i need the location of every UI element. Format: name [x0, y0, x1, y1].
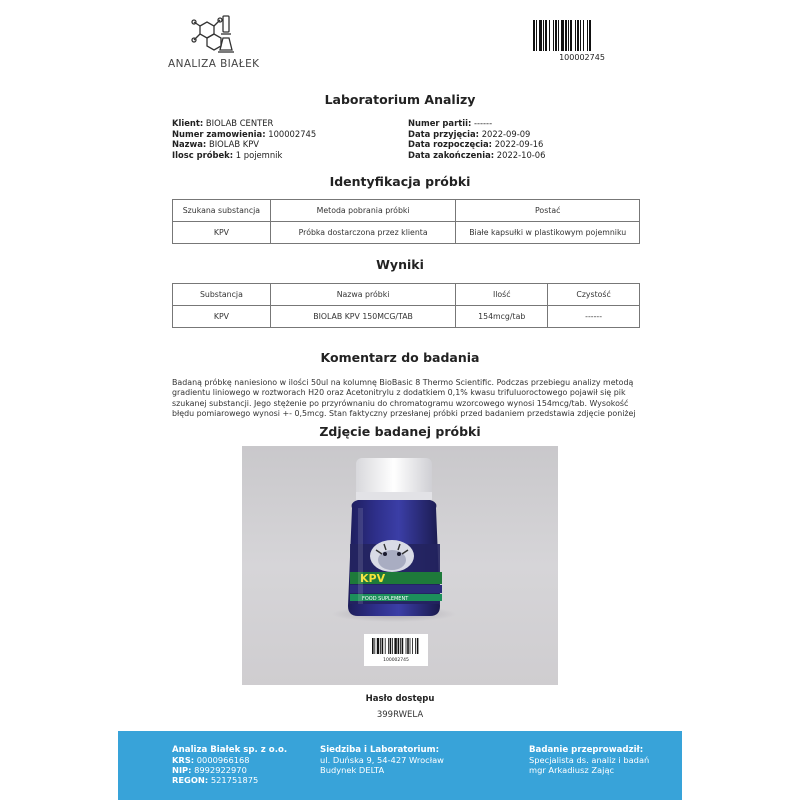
info-row: Data rozpoczęcia: 2022-09-16	[408, 139, 544, 150]
office-heading: Siedziba i Laboratorium:	[320, 745, 440, 755]
table-header-row	[173, 200, 640, 222]
sticker-barcode-bar	[380, 638, 381, 654]
sticker-barcode-bar	[400, 638, 401, 654]
info-row: Numer partii: ------	[408, 118, 493, 128]
footer-company	[172, 745, 287, 785]
client-info-left	[172, 118, 316, 160]
comment-line: gradientu liniowego w roztworach H20 oraz Acetonitrylu z dodatkiem 0,1% kwasu trifuluoroctowego pojawił się pik	[172, 388, 626, 398]
footer-conducted	[529, 745, 649, 775]
bottle-label-text: KPV	[360, 572, 386, 585]
table-header-cell: Substancja	[173, 284, 271, 306]
sample-photo	[242, 446, 558, 685]
table-header-cell: Postać	[456, 200, 640, 222]
table-cell: Białe kapsułki w plastikowym pojemniku	[456, 222, 640, 244]
info-row: Klient: BIOLAB CENTER	[172, 118, 274, 128]
table-cell: ------	[548, 306, 640, 328]
client-info-right	[408, 118, 545, 160]
sticker-barcode-bar	[394, 638, 396, 654]
results-table	[172, 283, 640, 328]
sticker-barcode-bar	[407, 638, 409, 654]
conducted-line: Specjalista ds. analiz i badań	[529, 755, 650, 765]
sticker-barcode-bar	[415, 638, 416, 654]
sticker-barcode-bar	[398, 638, 400, 654]
sticker-barcode-bar	[374, 638, 375, 654]
identification-heading: Identyfikacja próbki	[329, 174, 471, 189]
table-header-cell: Nazwa próbki	[270, 284, 456, 306]
sticker-barcode-bar	[390, 638, 392, 654]
table-row	[173, 222, 640, 244]
company-name: Analiza Białek sp. z o.o.	[172, 745, 288, 755]
info-row: Data przyjęcia: 2022-09-09	[408, 128, 531, 139]
sticker-barcode-bar	[377, 638, 379, 654]
table-header-cell: Czystość	[548, 284, 640, 306]
info-row: Data zakończenia: 2022-10-06	[408, 149, 546, 160]
barcode-bar	[591, 20, 593, 51]
table-header-row	[173, 284, 640, 306]
table-header-cell: Metoda pobrania próbki	[270, 200, 456, 222]
sticker-barcode-bar	[402, 638, 404, 654]
comment-heading: Komentarz do badania	[320, 350, 480, 365]
sticker-barcode-bar	[412, 638, 413, 654]
barcode-number: 100002745	[559, 53, 605, 62]
info-row: Nazwa: BIOLAB KPV	[172, 139, 260, 150]
nip-row: NIP: 8992922970	[172, 765, 247, 775]
sticker-barcode-bar	[406, 638, 407, 654]
krs-row: KRS: 0000966168	[172, 755, 250, 765]
comment-line: błędu pomiarowego wynosi +- 0,5mcg. Stan faktyczny przesłanej próbki przed badaniem przedstawia zdjęcie poniżej	[172, 409, 636, 419]
access-password-label: Hasło dostępu	[365, 694, 435, 704]
comment-line: Badaną próbkę naniesiono w ilości 50ul na kolumnę BioBasic 8 Thermo Scientific. Podczas przebiegu analizy metodą	[172, 378, 634, 387]
sticker-barcode-bar	[372, 638, 374, 654]
sticker-number: 100002745	[383, 658, 409, 663]
sticker-barcode-bar	[388, 638, 389, 654]
table-cell: Próbka dostarczona przez klienta	[270, 222, 456, 244]
conducted-line: mgr Arkadiusz Zając	[529, 765, 615, 775]
table-cell: KPV	[173, 306, 271, 328]
table-cell: 154mcg/tab	[456, 306, 548, 328]
office-line: Budynek DELTA	[320, 765, 385, 775]
tiger-icon	[370, 540, 414, 572]
sticker-barcode-bar	[385, 638, 386, 654]
barcode	[533, 20, 631, 62]
bottle-subtext: FOOD SUPLEMENT	[362, 596, 409, 602]
table-cell: BIOLAB KPV 150MCG/TAB	[270, 306, 456, 328]
molecule-logo-icon	[190, 14, 238, 56]
identification-table	[172, 199, 640, 244]
footer	[118, 731, 682, 800]
table-header-cell: Ilość	[456, 284, 548, 306]
access-password-value: 399RWELA	[376, 710, 424, 720]
sticker-barcode-bar	[392, 638, 393, 654]
logo-text: ANALIZA BIAŁEK	[168, 58, 260, 70]
results-heading: Wyniki	[376, 257, 424, 272]
sample-bottle-image	[242, 446, 558, 685]
table-row	[173, 306, 640, 328]
regon-row: REGON: 521751875	[172, 775, 259, 785]
photo-heading: Zdjęcie badanej próbki	[319, 424, 481, 439]
sticker-barcode-bar	[417, 638, 419, 654]
comment-line: szukanej substancji. Jego stężenie po przyrównaniu do chromatogramu wzorcowego wynosi 154mcg/tab. Wysokość	[172, 398, 629, 408]
page-title: Laboratorium Analizy	[324, 92, 476, 107]
comment-text	[172, 378, 636, 420]
office-line: ul. Duńska 9, 54-427 Wrocław	[320, 755, 444, 765]
sticker-barcode-bar	[382, 638, 384, 654]
footer-office	[320, 745, 444, 775]
barcode-bars	[533, 20, 631, 51]
info-row: Numer zamowienia: 100002745	[172, 128, 317, 139]
company-logo	[168, 14, 268, 70]
info-row: Ilosc próbek: 1 pojemnik	[172, 149, 283, 160]
table-header-cell: Szukana substancja	[173, 200, 271, 222]
sticker-barcode-bar	[410, 638, 411, 654]
conducted-heading: Badanie przeprowadził:	[529, 745, 644, 755]
table-cell: KPV	[173, 222, 271, 244]
